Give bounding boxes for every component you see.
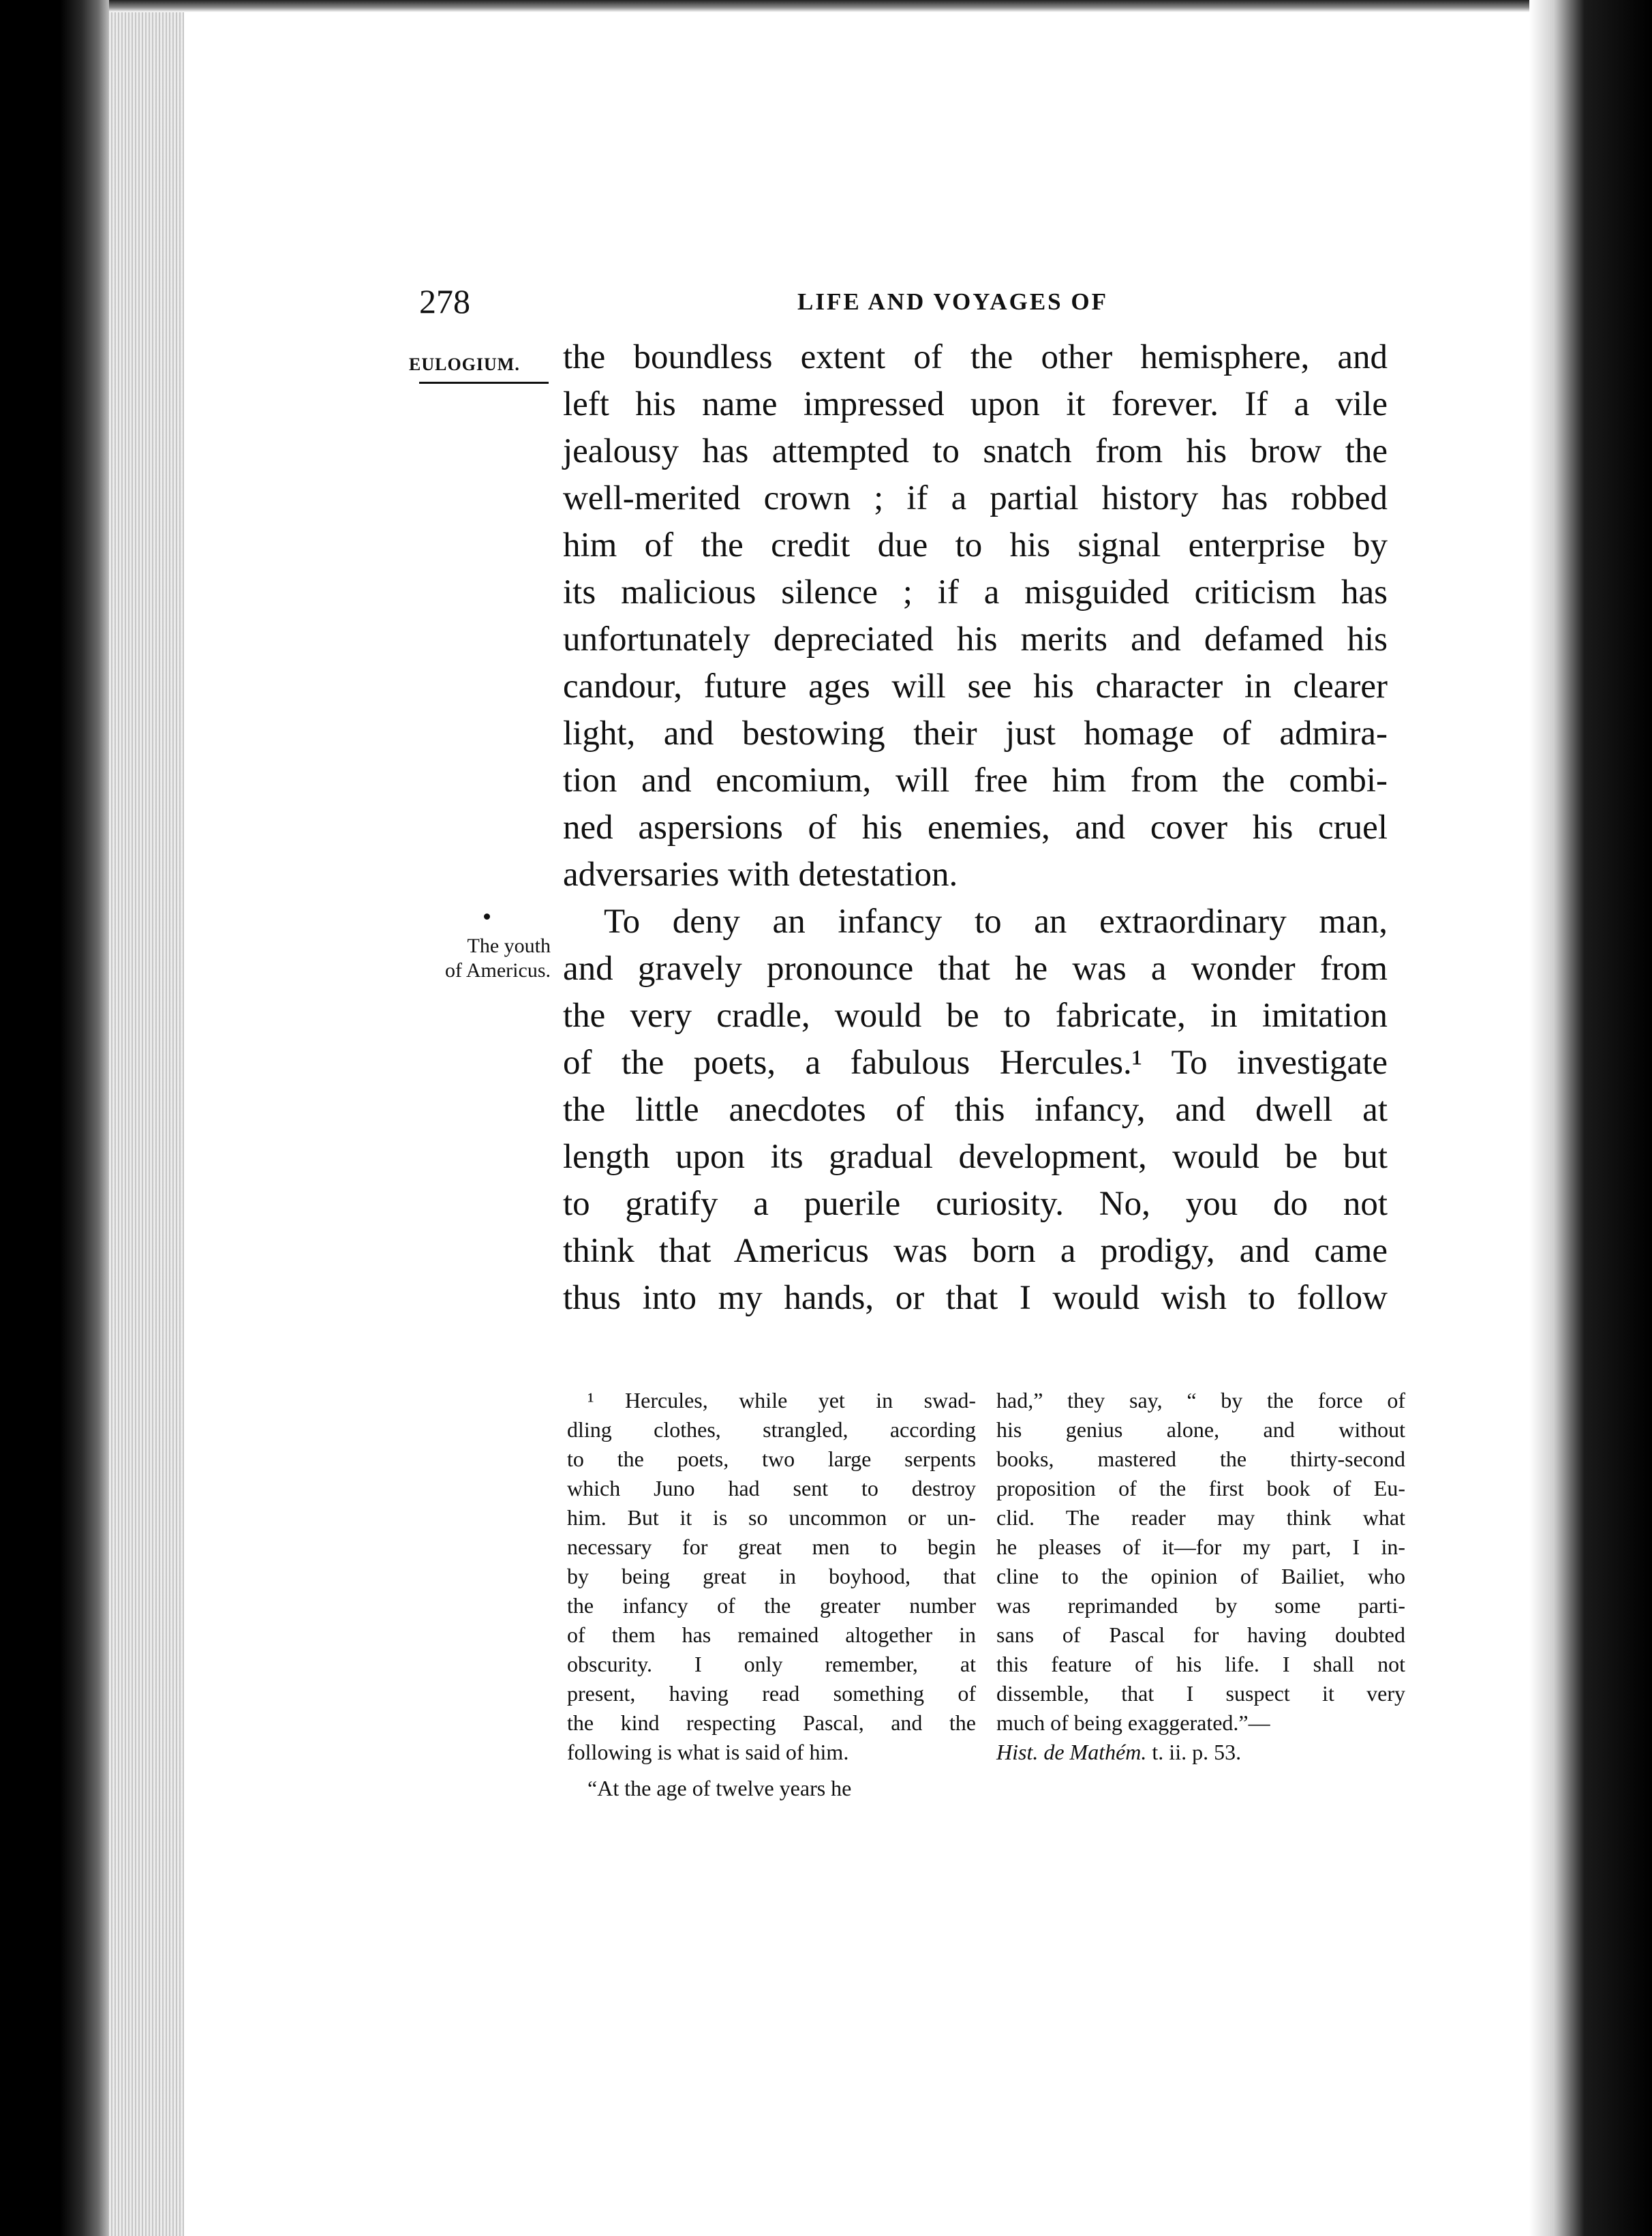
footnote-line: following is what is said of him. [567, 1740, 849, 1764]
body-line: left his name impressed upon it forever. If a vile [563, 385, 1388, 423]
page-edges [109, 0, 184, 2236]
body-line: think that Americus was born a prodigy, and came [563, 1232, 1388, 1270]
body-line: the very cradle, would be to fabricate, in imitation [563, 997, 1388, 1035]
body-line: thus into my hands, or that I would wish to follow [563, 1279, 1388, 1317]
body-line: candour, future ages will see his character in clearer [563, 667, 1388, 706]
footnote-line: necessary for great men to begin [567, 1535, 976, 1559]
footnote-line: ¹ Hercules, while yet in swad- [587, 1388, 976, 1412]
body-line: him of the credit due to his signal enterprise by [563, 526, 1388, 564]
body-line: unfortunately depreciated his merits and defamed his [563, 620, 1388, 659]
body-line: length upon its gradual development, would be but [563, 1138, 1388, 1176]
footnote-column-left [567, 1386, 976, 1803]
footnote-line: which Juno had sent to destroy [567, 1476, 976, 1500]
footnote-line: “At the age of twelve years he [587, 1776, 852, 1800]
footnote-line: he pleases of it—for my part, I in- [996, 1535, 1405, 1559]
citation-location: t. ii. p. 53. [1152, 1740, 1242, 1764]
footnote-line: his genius alone, and without [996, 1417, 1405, 1442]
footnote-line: obscurity. I only remember, at [567, 1652, 976, 1676]
footnote-line: dissemble, that I suspect it very [996, 1681, 1405, 1706]
footnote-line: cline to the opinion of Bailiet, who [996, 1564, 1405, 1588]
margin-section-label: EULOGIUM. [409, 354, 520, 374]
footnote-line: him. But it is so uncommon or un- [567, 1505, 976, 1530]
scan-gutter-left [0, 0, 109, 2236]
body-line: ned aspersions of his enemies, and cover his cruel [563, 809, 1388, 847]
body-line: of the poets, a fabulous Hercules.¹ To investigate [563, 1044, 1388, 1082]
body-line: the little anecdotes of this infancy, and dwell at [563, 1091, 1388, 1129]
footnote-line: the kind respecting Pascal, and the [567, 1710, 976, 1735]
body-line: to gratify a puerile curiosity. No, you do not [563, 1185, 1388, 1223]
footnote-line: of them has remained altogether in [567, 1622, 976, 1647]
scan-edge-right [1529, 0, 1652, 2236]
footnote-line: clid. The reader may think what [996, 1505, 1405, 1530]
body-line: tion and encomium, will free him from the combi- [563, 761, 1388, 800]
footnote-citation [996, 1738, 1405, 1767]
citation-work: Hist. de Mathém. [996, 1740, 1147, 1764]
body-line: its malicious silence ; if a misguided criticism has [563, 573, 1388, 611]
margin-dot [484, 913, 490, 920]
margin-note [414, 934, 551, 983]
footnote-line: sans of Pascal for having doubted [996, 1622, 1405, 1647]
body-line: To deny an infancy to an extraordinary man, [604, 903, 1388, 941]
footnote-line: dling clothes, strangled, according [567, 1417, 976, 1442]
footnote-line: much of being exaggerated.”— [996, 1710, 1270, 1735]
footnote-line: proposition of the first book of Eu- [996, 1476, 1405, 1500]
footnote-line: was reprimanded by some parti- [996, 1593, 1405, 1618]
footnote-line: by being great in boyhood, that [567, 1564, 976, 1588]
footnote-line: had,” they say, “ by the force of [996, 1388, 1405, 1412]
body-line: light, and bestowing their just homage of admira- [563, 714, 1388, 753]
body-line: and gravely pronounce that he was a wonder from [563, 950, 1388, 988]
footnote-line: the infancy of the greater number [567, 1593, 976, 1618]
margin-note-line: The youth [467, 935, 551, 957]
body-line: well-merited crown ; if a partial history has robbed [563, 479, 1388, 517]
margin-note-line: of Americus. [445, 959, 551, 982]
running-head: LIFE AND VOYAGES OF [797, 288, 1108, 315]
footnote-column-right [996, 1386, 1405, 1767]
body-line: adversaries with detestation. [563, 856, 958, 894]
footnote-line: to the poets, two large serpents [567, 1447, 976, 1471]
footnote-line: books, mastered the thirty-second [996, 1447, 1405, 1471]
body-line: jealousy has attempted to snatch from his brow the [563, 432, 1388, 470]
body-text [563, 334, 1388, 1322]
footnote-line: present, having read something of [567, 1681, 976, 1706]
body-line: the boundless extent of the other hemisphere, and [563, 338, 1388, 376]
scan-edge-top [109, 0, 1529, 12]
page-number: 278 [419, 282, 470, 320]
footnote-line: this feature of his life. I shall not [996, 1652, 1405, 1676]
margin-rule [419, 382, 549, 384]
